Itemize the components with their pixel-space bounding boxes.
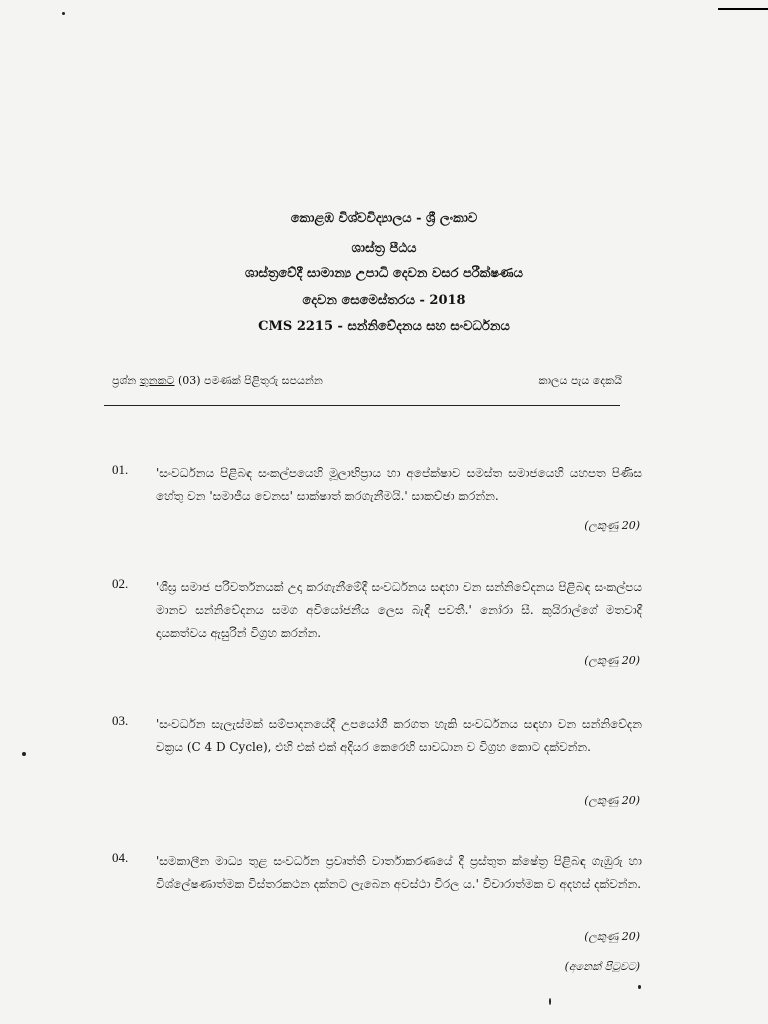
question-number: 01.: [112, 462, 129, 477]
course-title: CMS 2215 - සන්නිවේදනය සහ සංවර්ධනය: [258, 319, 510, 334]
divider-line: [104, 405, 620, 406]
question-text: 'සමකාලීන මාධ්‍ය තුළ සංවර්ධන ප්‍රවෘත්ති වාර්තාකරණයේ දී ප්‍රස්තුත ක්ෂේත්‍ර පිළිබඳ ගැඹුරු හා විශ්ලේෂණාත්මක විස්තරකථන දක්නට ලැබෙන අවස්ථා විරල ය.' විචාරාත්මක ව අදහස් දක්වන්න.: [156, 854, 642, 891]
scan-speck: [638, 985, 641, 989]
question-text: 'ශීඝ්‍ර සමාජ පරිවර්තනයක් උදා කරගැනීමේදී සංවර්ධනය සඳහා වන සන්නිවේදනය පිළිබඳ සංකල්පය මානව සන්නිවේදනය සමග අවියෝජනීය ලෙස බැඳී පවතී.' නෝරා සී. කුයිරාල්ගේ මතවාදී දායකත්වය ඇසුරින් විග්‍රහ කරන්න.: [156, 580, 642, 640]
question-text: 'සංවර්ධන සැලැස්මක් සම්පාදනයේදී උපයෝගී කරගත හැකි සංවර්ධනය සඳහා වන සන්නිවේදන චක්‍රය (C 4 D Cycle), එහි එක් එක් අදියර කෙරෙහි සාවධාන ව විග්‍රහ කොට දක්වන්න.: [156, 717, 642, 754]
question-2-marks: (ලකුණු 20): [584, 654, 640, 667]
university-name: කොළඹ විශ්වවිද්‍යාලය - ශ්‍රී ලංකාව: [290, 211, 478, 226]
scan-speck: [62, 12, 65, 15]
question-number: 04.: [112, 850, 129, 865]
scan-edge-mark: [718, 8, 768, 10]
instructions-line: [112, 374, 622, 388]
faculty-name: ශාස්ත්‍ර පීඨය: [351, 241, 417, 256]
question-4-marks: (ලකුණු 20): [584, 930, 640, 943]
question-number: 03.: [112, 713, 129, 728]
scan-speck: [549, 998, 551, 1005]
scan-speck: [22, 752, 26, 756]
exam-title: ශාස්ත්‍රවේදී සාමාන්‍ය උපාධි දෙවන වසර පරීක්ෂණය: [244, 266, 523, 281]
answer-instruction: ප්‍රශ්න තුනකට (03) පමණක් පිළිතුරු සපයන්න: [112, 374, 323, 387]
time-allowed: කාලය පැය දෙකයි: [538, 374, 622, 387]
question-text: 'සංවර්ධනය පිළිබඳ සංකල්පයෙහි මූලාභිප්‍රාය හා අපේක්ෂාව සමස්ත සමාජයෙහි යහපත පිණිස හේතු වන 'සමාජීය වෙනස' සාක්ෂාත් කරගැනීමයි.' සාකච්ඡා කරන්න.: [156, 466, 642, 503]
continued-note: (අනෙක් පිටුවට): [564, 960, 640, 973]
question-1-marks: (ලකුණු 20): [584, 519, 640, 532]
question-number: 02.: [112, 576, 129, 591]
question-3-marks: (ලකුණු 20): [584, 794, 640, 807]
semester-title: දෙවන සෙමෙස්තරය - 2018: [302, 293, 466, 308]
